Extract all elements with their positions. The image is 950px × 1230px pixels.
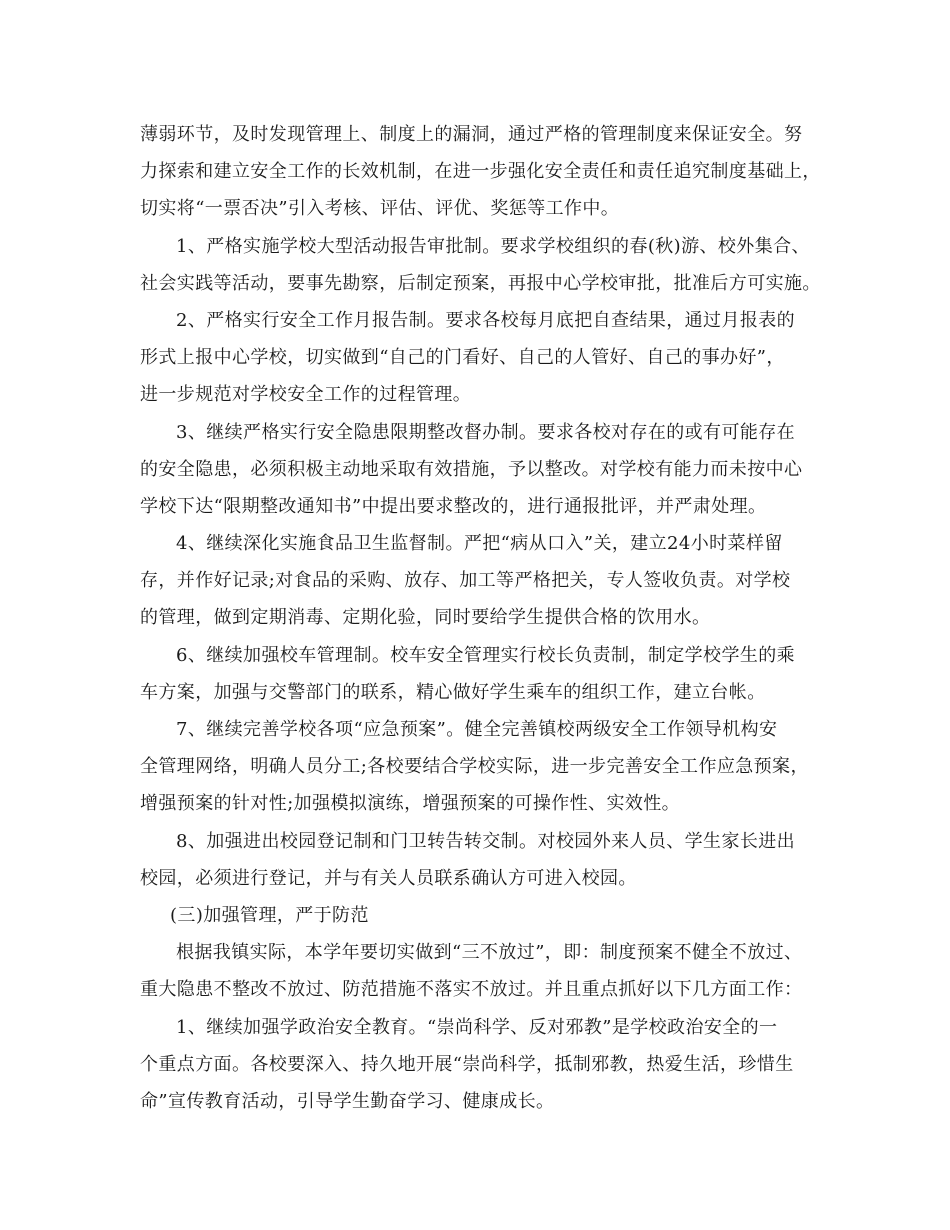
paragraph-line: 存，并作好记录;对食品的采购、放存、加工等严格把关，专人签收负责。对学校	[140, 570, 791, 592]
paragraph-line: 学校下达“限期整改通知书”中提出要求整改的，进行通报批评，并严肃处理。	[140, 495, 767, 517]
paragraph-line: 进一步规范对学校安全工作的过程管理。	[140, 384, 472, 406]
section-heading: (三)加强管理，严于防范	[170, 904, 369, 926]
paragraph-line: 4、继续深化实施食品卫生监督制。严把“病从口入”关，建立24小时菜样留	[176, 533, 783, 555]
paragraph-line: 形式上报中心学校，切实做到“自己的门看好、自己的人管好、自己的事办好”，	[140, 347, 785, 369]
paragraph-line: 全管理网络，明确人员分工;各校要结合学校实际，进一步完善安全工作应急预案，	[140, 756, 809, 778]
document-body	[140, 116, 830, 1120]
paragraph-line: 薄弱环节，及时发现管理上、制度上的漏洞，通过严格的管理制度来保证安全。努	[140, 124, 803, 145]
paragraph-line: 切实将“一票否决”引入考核、评估、评优、奖惩等工作中。	[140, 198, 620, 220]
paragraph-line: 重大隐患不整改不放过、防范措施不落实不放过。并且重点抓好以下几方面工作：	[140, 979, 803, 1001]
paragraph-line: 3、继续严格实行安全隐患限期整改督办制。要求各校对存在的或有可能存在	[176, 421, 796, 443]
paragraph-line: 个重点方面。各校要深入、持久地开展“崇尚科学，抵制邪教，热爱生活，珍惜生	[140, 1053, 794, 1075]
paragraph-line: 1、继续加强学政治安全教育。“崇尚科学、反对邪教”是学校政治安全的一	[176, 1016, 778, 1038]
paragraph-line: 2、严格实行安全工作月报告制。要求各校每月底把自查结果，通过月报表的	[176, 309, 796, 331]
paragraph-line: 车方案，加强与交警部门的联系，精心做好学生乘车的组织工作，建立台帐。	[140, 681, 766, 703]
paragraph-line: 校园，必须进行登记，并与有关人员联系确认方可进入校园。	[140, 867, 637, 889]
paragraph-line: 命”宣传教育活动，引导学生勤奋学习、健康成长。	[140, 1090, 555, 1112]
paragraph-line: 8、加强进出校园登记制和门卫转告转交制。对校园外来人员、学生家长进出	[176, 830, 796, 852]
paragraph-line: 7、继续完善学校各项“应急预案”。健全完善镇校两级安全工作领导机构安	[176, 719, 778, 740]
paragraph-line: 1、严格实施学校大型活动报告审批制。要求学校组织的春(秋)游、校外集合、	[176, 235, 810, 257]
paragraph-line: 的安全隐患，必须积极主动地采取有效措施，予以整改。对学校有能力而未按中心	[140, 458, 803, 480]
paragraph-line: 社会实践等活动，要事先勘察，后制定预案，再报中心学校审批，批准后方可实施。	[140, 272, 821, 294]
paragraph-line: 根据我镇实际，本学年要切实做到“三不放过”，即：制度预案不健全不放过、	[176, 942, 803, 964]
paragraph-line: 的管理，做到定期消毒、定期化验，同时要给学生提供合格的饮用水。	[140, 607, 711, 629]
paragraph-line: 6、继续加强校车管理制。校车安全管理实行校长负责制，制定学校学生的乘	[176, 644, 796, 666]
paragraph-line: 力探索和建立安全工作的长效机制，在进一步强化安全责任和责任追究制度基础上，	[140, 161, 821, 183]
paragraph-line: 增强预案的针对性;加强模拟演练，增强预案的可操作性、实效性。	[140, 793, 681, 815]
